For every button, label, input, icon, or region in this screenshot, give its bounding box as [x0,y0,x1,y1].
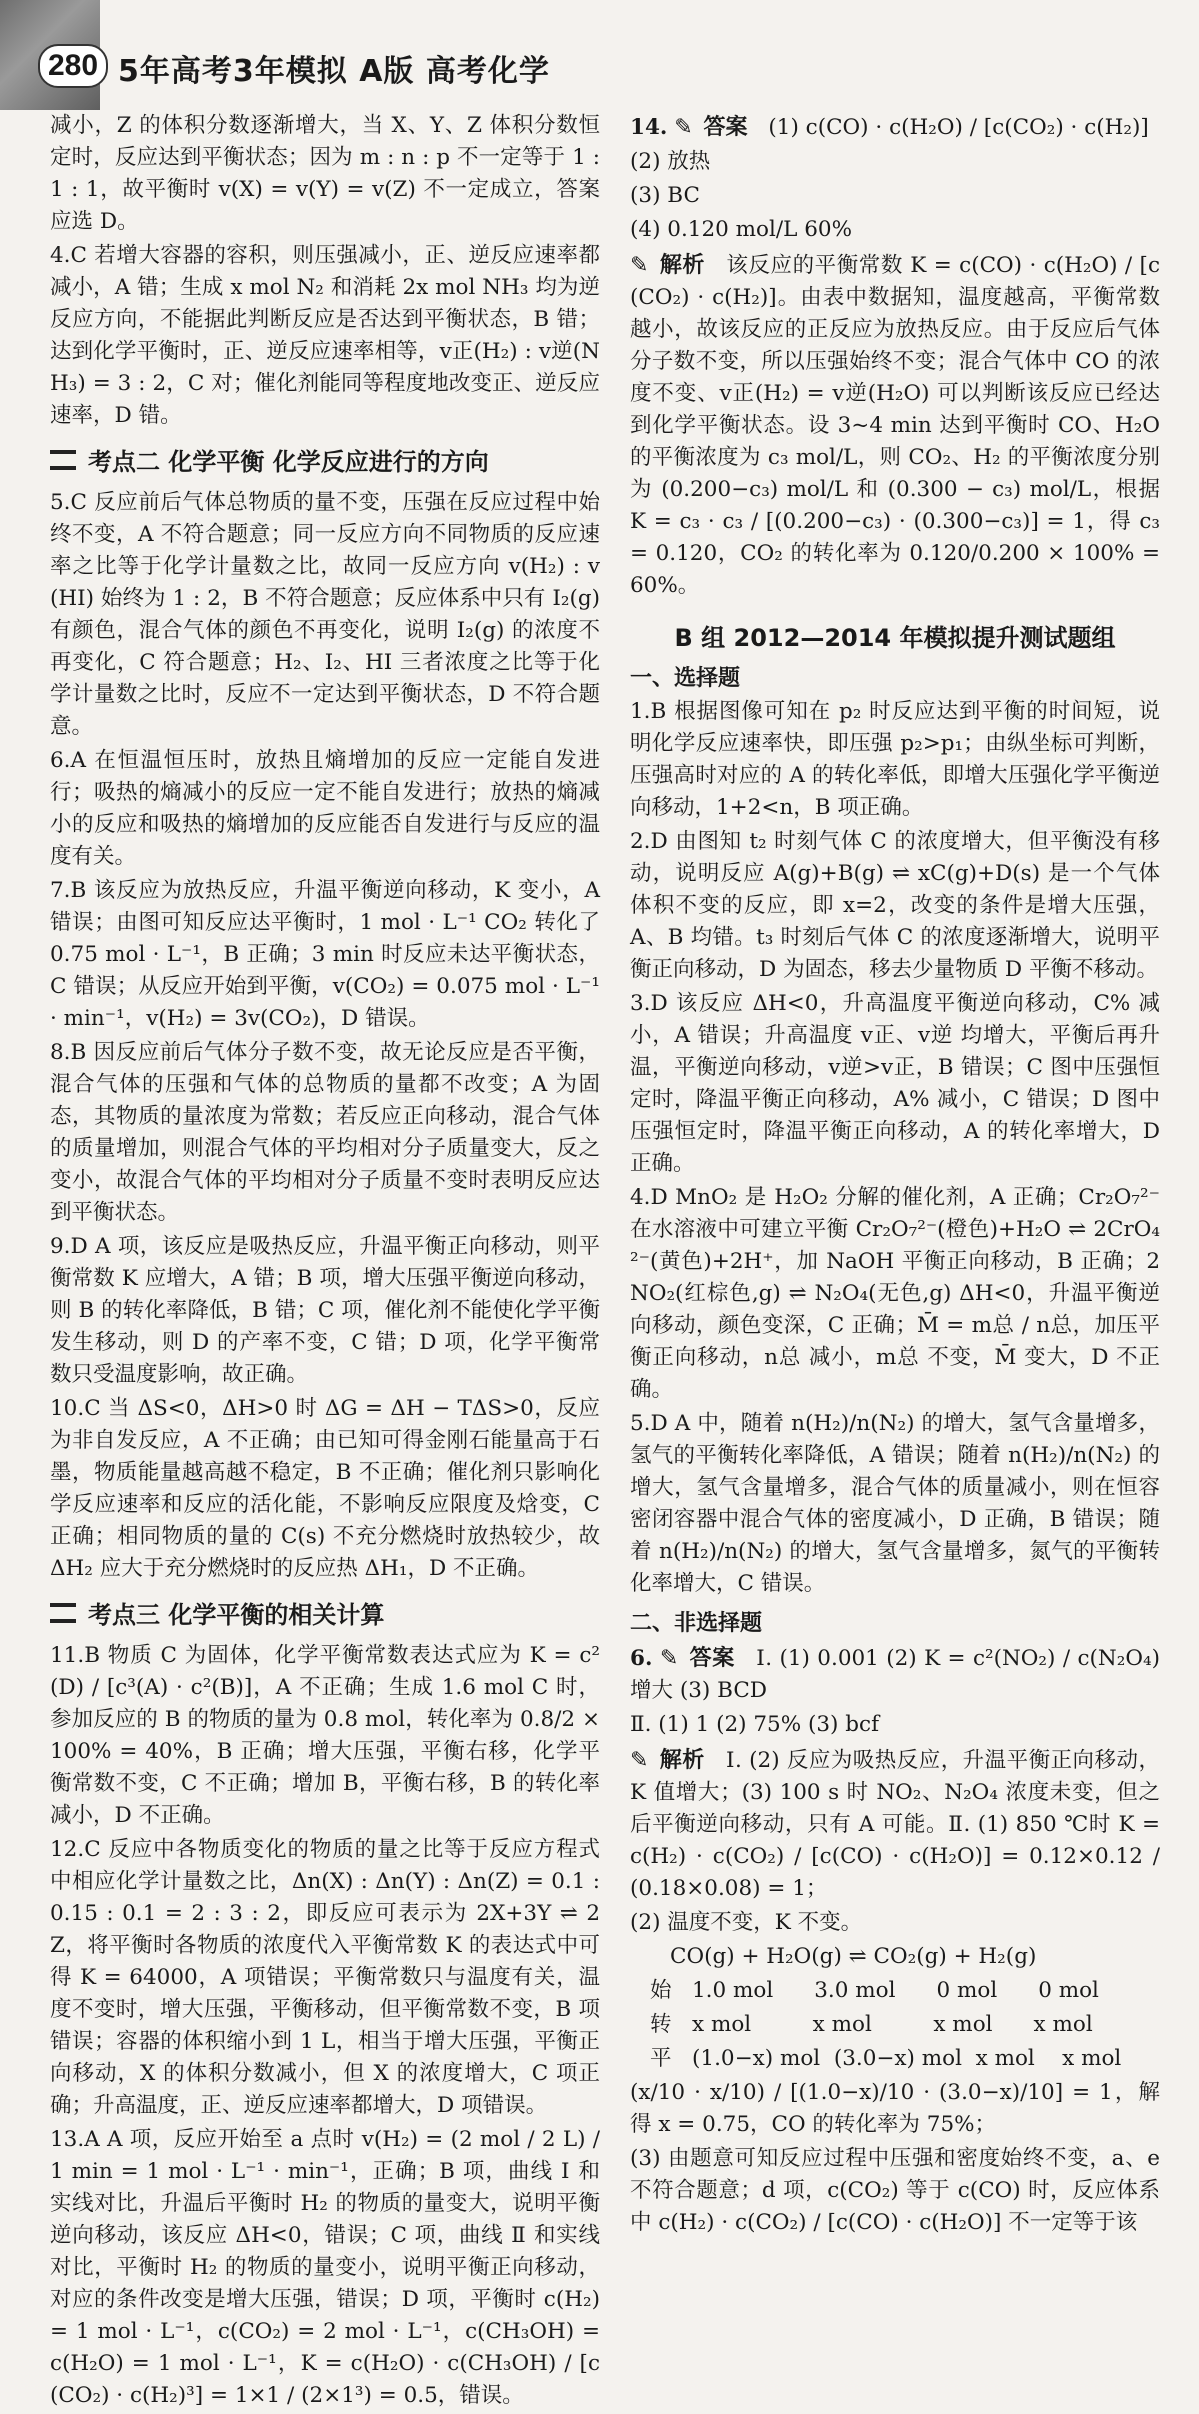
explanation-14-text: 该反应的平衡常数 K = c(CO) · c(H₂O) / [c(CO₂) · c(H₂)]。由表中数据知，温度越高，平衡常数越小，故该反应的正反应为放热反应。由于反应后气体分子数不变，所以压强始终不变；混合气体中 CO 的浓度不变、v正(H₂) = v逆(H₂O) 可以判断该反应已经达到化学平衡状态。设 3~4 min 达到平衡时 CO、H₂O 的平衡浓度为 c₃ mol/L，则 CO₂、H₂ 的平衡浓度分别为 (0.200−c₃) mol/L 和 (0.300 − c₃) mol/L，根据 K = c₃ · c₃ / [(0.200−c₃) · (0.300−c₃)] = 1，得 c₃ = 0.120，CO₂ 的转化率为 0.120/0.200 × 100% = 60%。 [630,253,1160,598]
answer-9: 9.D A 项，该反应是吸热反应，升温平衡正向移动，则平衡常数 K 应增大，A 错；B 项，增大压强平衡逆向移动，则 B 的转化率降低，B 错；C 项，催化剂不能使化学平衡发生移动，则 D 的产率不变，C 错；D 项，化学平衡常数只受温度影响，故正确。 [50,1234,600,1387]
answer-14-part2: (2) 放热 [630,149,711,174]
explanation-label: 解析 [659,253,705,278]
group-b-answer-1: 1.B 根据图像可知在 p₂ 时反应达到平衡的时间短，说明化学反应速率快，即压强 p₂>p₁；由纵坐标可判断，压强高时对应的 A 的转化率低，即增大压强化学平衡逆向移动，1+2<n，B 项正确。 [630,699,1160,820]
group-b-answer-5: 5.D A 中，随着 n(H₂)/n(N₂) 的增大，氢气含量增多，氢气的平衡转化率降低，A 错误；随着 n(H₂)/n(N₂) 的增大，氢气含量增多，混合气体的质量减小，则在恒容密闭容器中混合气体的密度减小，D 正确，B 错误；随着 n(H₂)/n(N₂) 的增大，氢气含量增多，氮气的平衡转化率增大，C 错误。 [630,1411,1160,1596]
page-header [0,0,1199,110]
answer-10: 10.C 当 ΔS<0，ΔH>0 时 ΔG = ΔH − TΔS>0，反应为非自发反应，A 不正确；由已知可得金刚石能量高于石墨，物质能量越高越不稳定，B 不正确；催化剂只影响化学反应速率和反应的活化能，不影响反应限度及焓变，C 正确；相同物质的量的 C(s) 不充分燃烧时放热较少，故 ΔH₂ 应大于充分燃烧时的反应热 ΔH₁，D 不正确。 [50,1396,600,1581]
answer-continuation: 减小，Z 的体积分数逐渐增大，当 X、Y、Z 体积分数恒定时，反应达到平衡状态；因为 m : n : p 不一定等于 1 : 1 : 1，故平衡时 v(X) = v(Y) = v(Z) 不一定成立，答案应选 D。 [50,113,600,234]
answer-badge-icon: ✎ [674,115,693,140]
section-heading-3 [50,1595,600,1630]
answer-8: 8.B 因反应前后气体分子数不变，故无论反应是否平衡，混合气体的压强和气体的总物质的量都不改变；A 为固态，其物质的量浓度为常数；若反应正向移动，混合气体的质量增加，则混合气体的平均相对分子质量变大，反之变小，故混合气体的平均相对分子质量不变时表明反应达到平衡状态。 [50,1040,600,1225]
left-column [50,110,600,2414]
explanation-14 [630,248,1160,602]
group-b-title: B 组 2012—2014 年模拟提升测试题组 [674,624,1116,652]
answer-14-header [630,110,1160,144]
explanation-badge-icon: ✎ [630,253,649,278]
answer-4: 4.C 若增大容器的容积，则压强减小，正、逆反应速率都减小，A 错；生成 x mol N₂ 和消耗 2x mol NH₃ 均为逆反应方向，不能据此判断反应是否达到平衡状态，B 错；达到化学平衡时，正、逆反应速率相等，v正(H₂) : v逆(NH₃) = 3 : 2，C 对；催化剂能同等程度地改变正、逆反应速率，D 错。 [50,243,600,428]
ice-row-initial: 始 1.0 mol 3.0 mol 0 mol 0 mol [650,1978,1099,2003]
ice-row-equilibrium: 平 (1.0−x) mol (3.0−x) mol x mol x mol [650,2046,1122,2071]
answer-12: 12.C 反应中各物质变化的物质的量之比等于反应方程式中相应化学计量数之比，Δn(X) : Δn(Y) : Δn(Z) = 0.1 : 0.15 : 0.1 = 2 : 3 : 2，即反应可表示为 2X+3Y ⇌ 2Z，将平衡时各物质的浓度代入平衡常数 K 的表达式中可得 K = 64000，A 项错误；平衡常数只与温度有关，温度不变时，增大压强，平衡移动，但平衡常数不变，B 项错误；容器的体积缩小到 1 L，相当于增大压强，平衡正向移动，X 的体积分数减小，但 X 的浓度增大，C 项正确；升高温度，正、逆反应速率都增大，D 项错误。 [50,1837,600,2118]
explanation-6 [630,1743,1160,1905]
answer-5: 5.C 反应前后气体总物质的量不变，压强在反应过程中始终不变，A 不符合题意；同一反应方向不同物质的反应速率之比等于化学计量数之比，故同一反应方向 v(H₂) : v(HI) 始终为 1 : 2，B 不符合题意；反应体系中只有 I₂(g) 有颜色，混合气体的颜色不再变化，说明 I₂(g) 的浓度不再变化，C 符合题意；H₂、I₂、HI 三者浓度之比等于化学计量数之比时，反应不一定达到平衡状态，D 不符合题意。 [50,490,600,739]
answer-14-part3: (3) BC [630,183,700,208]
answer-13: 13.A A 项，反应开始至 a 点时 v(H₂) = (2 mol / 2 L) / 1 min = 1 mol · L⁻¹ · min⁻¹，正确；B 项，曲线 Ⅰ 和实线对比，升温后平衡时 H₂ 的物质的量变大，说明平衡逆向移动，该反应 ΔH<0，错误；C 项，曲线 Ⅱ 和实线对比，平衡时 H₂ 的物质的量变小，说明平衡正向移动，对应的条件改变是增大压强，错误；D 项，平衡时 c(H₂) = 1 mol · L⁻¹，c(CO₂) = 2 mol · L⁻¹，c(CH₃OH) = c(H₂O) = 1 mol · L⁻¹，K = c(H₂O) · c(CH₃OH) / [c(CO₂) · c(H₂)³] = 1×1 / (2×1³) = 0.5，错误。 [50,2127,600,2408]
section-heading-2 [50,442,600,477]
answer-6-part1: Ⅰ. (1) 0.001 (2) K = c²(NO₂) / c(N₂O₄) 增大 (3) BCD [630,1646,1160,1703]
question-number: 6. [630,1646,653,1671]
answer-11: 11.B 物质 C 为固体，化学平衡常数表达式应为 K = c²(D) / [c³(A) · c²(B)]，A 不正确；生成 1.6 mol C 时，参加反应的 B 的物质的量为 0.8 mol，转化率为 0.8/2 × 100% = 40%，B 正确；增大压强，平衡右移，化学平衡常数不变，C 不正确；增加 B，平衡右移，B 的转化率减小，D 不正确。 [50,1643,600,1828]
equilibrium-calculation: (x/10 · x/10) / [(1.0−x)/10 · (3.0−x)/10] = 1，解得 x = 0.75，CO 的转化率为 75%； [630,2080,1160,2137]
book-title: 5年高考3年模拟 A版 高考化学 [118,54,550,89]
answer-6: 6.A 在恒温恒压时，放热且熵增加的反应一定能自发进行；吸热的熵减小的反应一定不能自发进行；放热的熵减小的反应和吸热的熵增加的反应能否自发进行与反应的温度有关。 [50,748,600,869]
group-b-answer-3: 3.D 该反应 ΔH<0，升高温度平衡逆向移动，C% 减小，A 错误；升高温度 v正、v逆 均增大，平衡后再升温，平衡逆向移动，v逆>v正，B 错误；C 图中压强恒定时，降温平衡正向移动，A% 减小，C 错误；D 图中压强恒定时，降温平衡正向移动，A 的转化率增大，D 正确。 [630,991,1160,1176]
section-title: 考点三 化学平衡的相关计算 [88,1601,385,1629]
explanation-label: 解析 [659,1748,705,1773]
part-2-title: 二、非选择题 [630,1611,763,1636]
section-marker-icon [50,1603,76,1623]
part-1-title: 一、选择题 [630,666,741,691]
equilibrium-equation: CO(g) + H₂O(g) ⇌ CO₂(g) + H₂(g) [670,1944,1037,1969]
answer-badge-icon: ✎ [659,1646,679,1671]
group-b-answer-6-header [630,1641,1160,1707]
answer-7: 7.B 该反应为放热反应，升温平衡逆向移动，K 变小，A 错误；由图可知反应达平衡时，1 mol · L⁻¹ CO₂ 转化了 0.75 mol · L⁻¹，B 正确；3 min 时反应未达平衡状态，C 错误；从反应开始到平衡，v(CO₂) = 0.075 mol · L⁻¹ · min⁻¹，v(H₂) = 3v(CO₂)，D 错误。 [50,878,600,1031]
explanation-badge-icon: ✎ [630,1748,649,1773]
ice-row-change: 转 x mol x mol x mol x mol [650,2012,1093,2037]
answer-14-part1: (1) c(CO) · c(H₂O) / [c(CO₂) · c(H₂)] [768,115,1149,140]
group-b-answer-4: 4.D MnO₂ 是 H₂O₂ 分解的催化剂，A 正确；Cr₂O₇²⁻ 在水溶液中可建立平衡 Cr₂O₇²⁻(橙色)+H₂O ⇌ 2CrO₄²⁻(黄色)+2H⁺，加 NaOH 平衡正向移动，B 正确；2NO₂(红棕色,g) ⇌ N₂O₄(无色,g) ΔH<0，升温平衡逆向移动，颜色变深，C 正确；M̄ = m总 / n总，加压平衡正向移动，n总 减小，m总 不变，M̄ 变大，D 不正确。 [630,1185,1160,1402]
group-b-answer-2: 2.D 由图知 t₂ 时刻气体 C 的浓度增大，但平衡没有移动，说明反应 A(g)+B(g) ⇌ xC(g)+D(s) 是一个气体体积不变的反应，即 x=2，改变的条件是增大压强，A、B 均错。t₃ 时刻后气体 C 的浓度逐渐增大，说明平衡正向移动，D 为固态，移去少量物质 D 平衡不移动。 [630,829,1160,982]
explanation-6-text: Ⅰ. (2) 反应为吸热反应，升温平衡正向移动，K 值增大；(3) 100 s 时 NO₂、N₂O₄ 浓度未变，但之后平衡逆向移动，只有 A 可能。Ⅱ. (1) 850 ℃时 K = c(H₂) · c(CO₂) / [c(CO) · c(H₂O)] = 0.12×0.12 / (0.18×0.08) = 1； [630,1748,1160,1901]
answer-14-part4: (4) 0.120 mol/L 60% [630,217,853,242]
answer-label: 答案 [689,1646,735,1671]
answer-label: 答案 [703,115,748,140]
question-number: 14. [630,115,668,140]
explanation-6-part3: (3) 由题意可知反应过程中压强和密度始终不变，a、e 不符合题意；d 项，c(CO₂) 等于 c(CO) 时，反应体系中 c(H₂) · c(CO₂) / [c(CO) · c(H₂O)] 不一定等于该 [630,2146,1160,2235]
page-number: 280 [38,44,108,88]
section-marker-icon [50,450,76,470]
explanation-6-part2: (2) 温度不变，K 不变。 [630,1910,863,1935]
right-column [630,110,1160,2241]
section-title: 考点二 化学平衡 化学反应进行的方向 [88,448,489,476]
answer-6-part2: Ⅱ. (1) 1 (2) 75% (3) bcf [630,1712,880,1737]
